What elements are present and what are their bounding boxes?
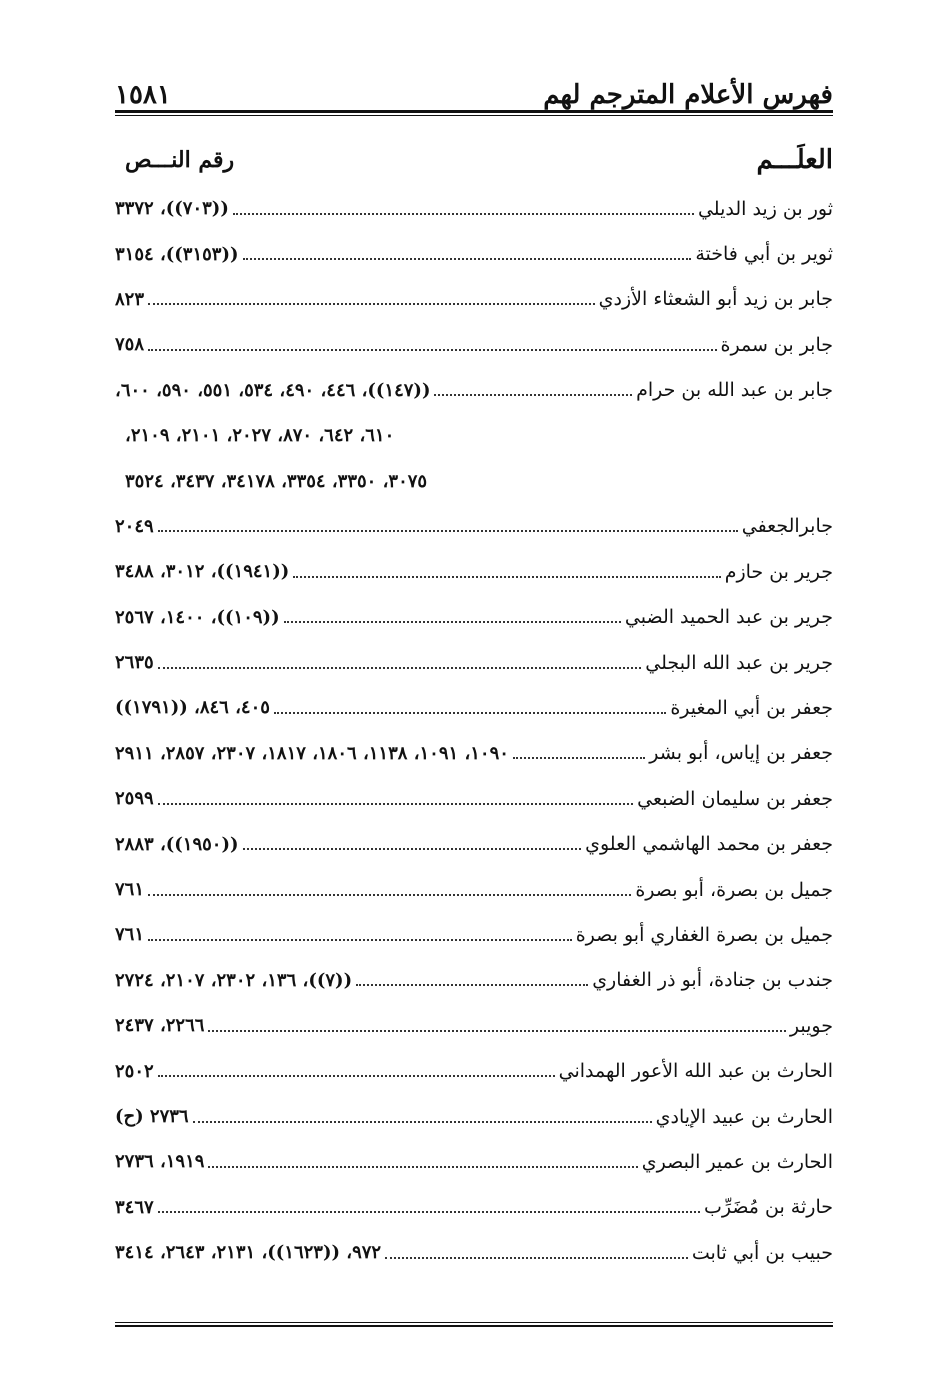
index-entry <box>115 776 833 821</box>
entry-name: جميل بن بصرة الغفاري أبو بصرة <box>575 923 833 946</box>
entry-references: ((١٩٤١))، ٣٠١٢، ٣٤٨٨ <box>115 561 290 583</box>
index-entry <box>115 912 833 957</box>
index-entry-continuation <box>115 413 833 458</box>
dot-leader <box>233 213 694 215</box>
dot-leader <box>148 894 631 896</box>
column-header-number: رقم النـــص <box>125 147 235 173</box>
header-rule <box>115 110 833 116</box>
entry-name: الحارث بن عبد الله الأعور الهمداني <box>558 1060 833 1083</box>
entry-name: جابر بن عبد الله بن حرام <box>636 379 833 402</box>
entry-name: جعفر بن أبي المغيرة <box>670 696 833 719</box>
entry-references: ٧٥٨ <box>115 334 145 356</box>
entry-references: ((١٤٧))، ٤٤٦، ٤٩٠، ٥٣٤، ٥٥١، ٥٩٠، ٦٠٠، <box>115 379 431 401</box>
entry-name: جعفر بن سليمان الضبعي <box>637 787 833 810</box>
entry-references: ١٩١٩، ٢٧٣٦ <box>115 1151 205 1173</box>
entry-name: ثوير بن أبي فاختة <box>695 243 833 266</box>
column-header-name: العلَـــم <box>756 145 833 175</box>
index-entry <box>115 322 833 367</box>
entry-references: ٢٠٤٩ <box>115 515 154 537</box>
page-number: ١٥٨١ <box>115 80 171 110</box>
index-entry <box>115 1230 833 1275</box>
dot-leader <box>158 530 738 532</box>
entry-name: جابرالجعفي <box>741 515 833 538</box>
entry-references: ٣٠٧٥، ٣٣٥٠، ٣٣٥٤، ٣٤١٧٨، ٣٤٣٧، ٣٥٢٤ <box>125 470 428 492</box>
entry-name: جرير بن عبد الله البجلي <box>645 651 833 674</box>
entry-references: ٢٦٣٥ <box>115 652 154 674</box>
entry-references: ((٧))، ١٣٦، ٢٣٠٢، ٢١٠٧، ٢٧٢٤ <box>115 969 353 991</box>
page-header <box>115 66 833 110</box>
entry-references: ١٠٩٠، ١٠٩١، ١١٣٨، ١٨٠٦، ١٨١٧، ٢٣٠٧، ٢٨٥٧، ٢٩١١ <box>115 742 509 764</box>
dot-leader <box>193 1121 652 1123</box>
entry-references: ٢٥٠٢ <box>115 1060 154 1082</box>
entry-references: ((٧٠٣))، ٣٣٧٢ <box>115 198 229 220</box>
index-entry <box>115 685 833 730</box>
header-title: فهرس الأعلام المترجم لهم <box>543 80 833 110</box>
entry-references: ((١٠٩))، ١٤٠٠، ٢٥٦٧ <box>115 606 280 628</box>
index-entry <box>115 1048 833 1093</box>
dot-leader <box>158 1211 700 1213</box>
column-headers <box>125 140 833 180</box>
entry-name: الحارث بن عمير البصري <box>641 1150 833 1173</box>
index-entry <box>115 821 833 866</box>
index-entry <box>115 867 833 912</box>
dot-leader <box>208 1166 637 1168</box>
entry-name: جويبر <box>789 1014 833 1037</box>
dot-leader <box>513 757 645 759</box>
entry-references: ٢٥٩٩ <box>115 788 154 810</box>
dot-leader <box>385 1257 688 1259</box>
entry-references: ٧٦١ <box>115 879 145 901</box>
entry-references: ((١٩٥٠))، ٢٨٨٣ <box>115 833 239 855</box>
index-entry <box>115 277 833 322</box>
entry-references: ٢٧٣٦ (ح) <box>115 1106 189 1127</box>
index-entry <box>115 595 833 640</box>
entry-name: جابر بن سمرة <box>720 333 833 356</box>
entry-references: ٣٤٦٧ <box>115 1196 154 1218</box>
index-entry <box>115 958 833 1003</box>
dot-leader <box>356 984 588 986</box>
entry-name: جعفر بن إياس، أبو بشر <box>649 742 833 765</box>
entry-name: حبيب بن أبي ثابت <box>691 1241 833 1264</box>
index-entry-continuation <box>115 458 833 503</box>
index-entry <box>115 1003 833 1048</box>
dot-leader <box>284 621 621 623</box>
dot-leader <box>158 803 634 805</box>
dot-leader <box>243 848 582 850</box>
entry-references: ٧٦١ <box>115 924 145 946</box>
entry-references: ٦١٠، ٦٤٢، ٨٧٠، ٢٠٢٧، ٢١٠١، ٢١٠٩، <box>125 425 395 447</box>
dot-leader <box>148 303 595 305</box>
entry-references: ٨٢٣ <box>115 288 145 310</box>
dot-leader <box>243 258 692 260</box>
dot-leader <box>148 349 717 351</box>
index-entry <box>115 504 833 549</box>
index-entry <box>115 1094 833 1139</box>
index-entry <box>115 186 833 231</box>
index-entry <box>115 1185 833 1230</box>
entry-name: جابر بن زيد أبو الشعثاء الأزدي <box>598 288 833 311</box>
index-entry <box>115 640 833 685</box>
entry-name: جعفر بن محمد الهاشمي العلوي <box>585 833 833 856</box>
index-entries <box>115 186 833 1275</box>
entry-name: ثور بن زيد الديلي <box>697 197 833 220</box>
index-entry <box>115 549 833 594</box>
dot-leader <box>158 1075 555 1077</box>
entry-references: ٢٢٦٦، ٢٤٣٧ <box>115 1015 205 1037</box>
entry-name: جرير بن حازم <box>724 560 833 583</box>
entry-references: ٩٧٢، ((١٦٢٣))، ٢١٣١، ٢٦٤٣، ٣٤١٤ <box>115 1242 382 1264</box>
entry-references: ((٣١٥٣))، ٣١٥٤ <box>115 243 239 265</box>
index-entry <box>115 231 833 276</box>
index-entry <box>115 731 833 776</box>
entry-name: حارثة بن مُضَرِّب <box>703 1196 833 1219</box>
footer-rule <box>115 1322 833 1327</box>
entry-name: جرير بن عبد الحميد الضبي <box>624 606 833 629</box>
entry-references: ٤٠٥، ٨٤٦، ((١٧٩١)) <box>115 697 270 719</box>
index-entry <box>115 368 833 413</box>
dot-leader <box>208 1030 786 1032</box>
dot-leader <box>148 939 572 941</box>
dot-leader <box>158 667 642 669</box>
entry-name: جندب بن جنادة، أبو ذر الغفاري <box>592 969 833 992</box>
entry-name: الحارث بن عبيد الإيادي <box>655 1105 833 1128</box>
entry-name: جميل بن بصرة، أبو بصرة <box>635 878 833 901</box>
dot-leader <box>293 576 720 578</box>
dot-leader <box>434 394 632 396</box>
dot-leader <box>274 712 666 714</box>
index-entry <box>115 1139 833 1184</box>
